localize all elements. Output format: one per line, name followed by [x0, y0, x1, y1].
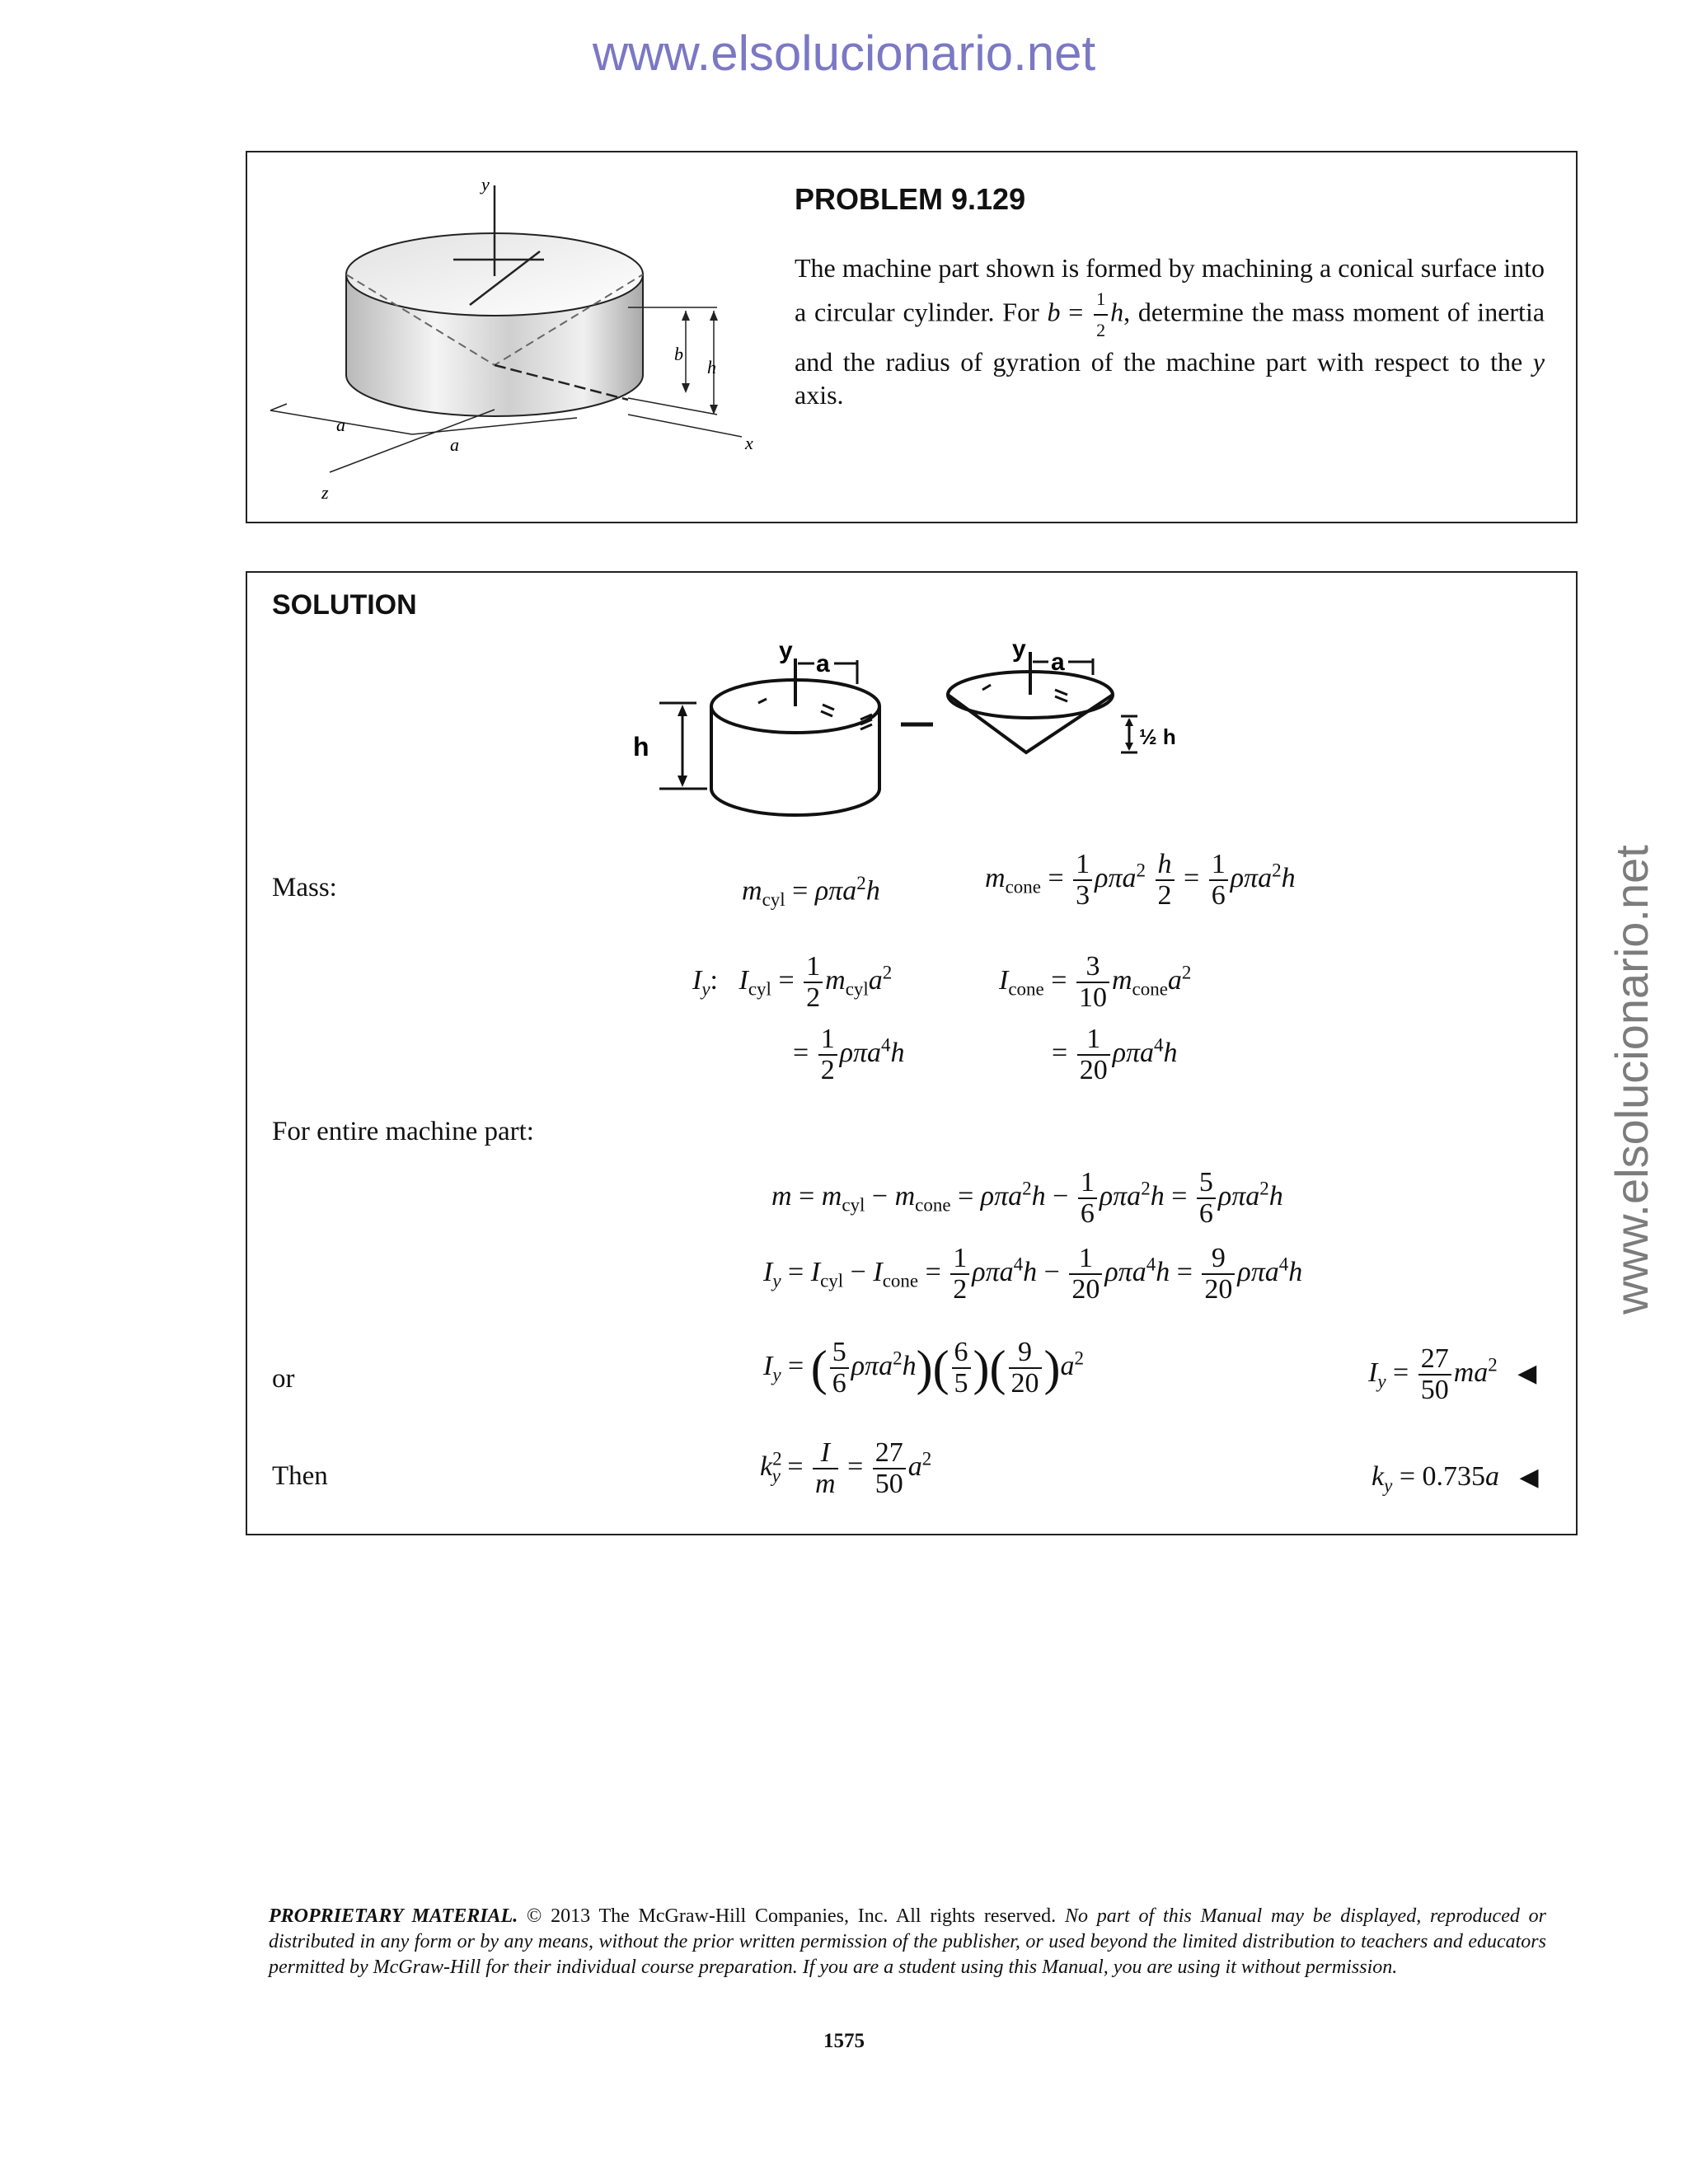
- axis-label-x: x: [745, 433, 753, 453]
- label-mass: Mass:: [272, 873, 337, 902]
- sketch-label-y1: y: [779, 639, 793, 664]
- eq-total-inertia: $I_y = I_{cyl} - I_{cone}$ = $\frac{1}{2}$ ρπa$^4$h − $\frac{1}{20}$ ρπa$^4$h = $\frac{9}{20}$ ρπa$^4$h: [763, 1243, 1303, 1305]
- sketch-label-y2: y: [1012, 639, 1026, 663]
- eq-inertia-cylinder-result: = $\frac{1}{2}$ ρπa$^4$h: [793, 1024, 905, 1085]
- copyright-notice: [269, 1904, 1546, 1980]
- eq-mass-cylinder: $m_{cyl} = \rho\pi a^2h$: [742, 873, 880, 911]
- watermark-top: www.elsolucionario.net: [592, 26, 1096, 81]
- label-then: Then: [272, 1461, 328, 1491]
- solution-sketch: [610, 639, 1220, 828]
- answer-radius-gyration: $k_y = 0.735a$ ◀: [1372, 1461, 1539, 1496]
- watermark-side: www.elsolucionario.net: [1606, 845, 1658, 1315]
- machine-part-figure: [247, 152, 758, 515]
- ky-value: = 0.735: [1399, 1461, 1485, 1492]
- label-or: or: [272, 1364, 295, 1394]
- page-number: 1575: [823, 2030, 865, 2052]
- sketch-label-h1: h: [633, 732, 649, 762]
- problem-statement: The machine part shown is formed by machining a conical surface into a circular cylinder. For b = $\frac{1}{2}$ h, determine the mass moment of inertia and the radius of gyration of the machine part with respect to the y axis.: [795, 253, 1545, 410]
- sketch-label-half-h: ½ h: [1139, 724, 1176, 749]
- axis-label-z: z: [321, 482, 329, 503]
- eq-inertia-product: $I_y$ = ( $\frac{5}{6}$ ρπa$^2$h)( $\frac{6}{5}$ )( $\frac{9}{20}$ )$a^2$: [763, 1337, 1084, 1399]
- problem-text-2: determine the mass moment of inertia and the radius of gyration of the machine part with respect to the: [795, 297, 1545, 377]
- footer-notice: No part of this Manual may be displayed, reproduced or distributed in any form or by any means, without the prior written permission of the publisher, or used beyond the limited distribution to teachers and educators permitted by McGraw-Hill for their individual course preparation. If you are a student using this Manual, you are using it without permission.: [269, 1905, 1546, 1978]
- axis-label-y: y: [481, 174, 490, 194]
- problem-box: [246, 151, 1578, 523]
- problem-text-1: The machine part shown is formed by machining a conical surface into a circular cylinder. For: [795, 253, 1545, 327]
- eq-inertia-cone-result: = $\frac{1}{20}$ ρπa$^4$h: [1052, 1024, 1178, 1085]
- dim-label-a2: a: [450, 434, 459, 455]
- eq-inertia-cone: $I_{cone}$ = $\frac{3}{10}$ $m_{cone}a^2$: [999, 951, 1192, 1013]
- dim-label-h: h: [707, 357, 716, 377]
- sketch-label-a2: a: [1051, 649, 1065, 676]
- eq-mass-cone: $m_{cone}$ = $\frac{1}{3}$ ρπa$^2$ $\frac{h}{2}$ = $\frac{1}{6}$ ρπa$^2$h: [985, 849, 1296, 911]
- dim-label-b: b: [674, 344, 683, 364]
- solution-title: SOLUTION: [272, 589, 417, 621]
- footer-copyright: © 2013 The McGraw-Hill Companies, Inc. All rights reserved.: [527, 1905, 1057, 1927]
- sketch-label-a1: a: [816, 650, 830, 677]
- label-entire-part: For entire machine part:: [272, 1117, 534, 1146]
- footer-lead: PROPRIETARY MATERIAL.: [269, 1905, 518, 1927]
- problem-text-3: axis.: [795, 380, 844, 410]
- eq-total-mass: $m = m_{cyl} - m_{cone} = \rho\pi a^2h$ − $\frac{1}{6}$ ρπa$^2$h = $\frac{5}{6}$ ρπa$^2$h: [771, 1167, 1283, 1229]
- eq-inertia-cylinder: $I_y$: $I_{cyl}$ = $\frac{1}{2}$ $m_{cyl}a^2$: [692, 951, 893, 1013]
- answer-inertia: $I_y$ = $\frac{27}{50}$ $ma^2$ ◀: [1368, 1343, 1537, 1405]
- eq-radius-gyration: $k^2_y$ = $\frac{I}{m}$ = $\frac{27}{50}$ $a^2$: [760, 1437, 932, 1499]
- problem-title: PROBLEM 9.129: [795, 182, 1026, 216]
- solution-box: [246, 571, 1578, 1535]
- dim-label-a1: a: [336, 415, 345, 435]
